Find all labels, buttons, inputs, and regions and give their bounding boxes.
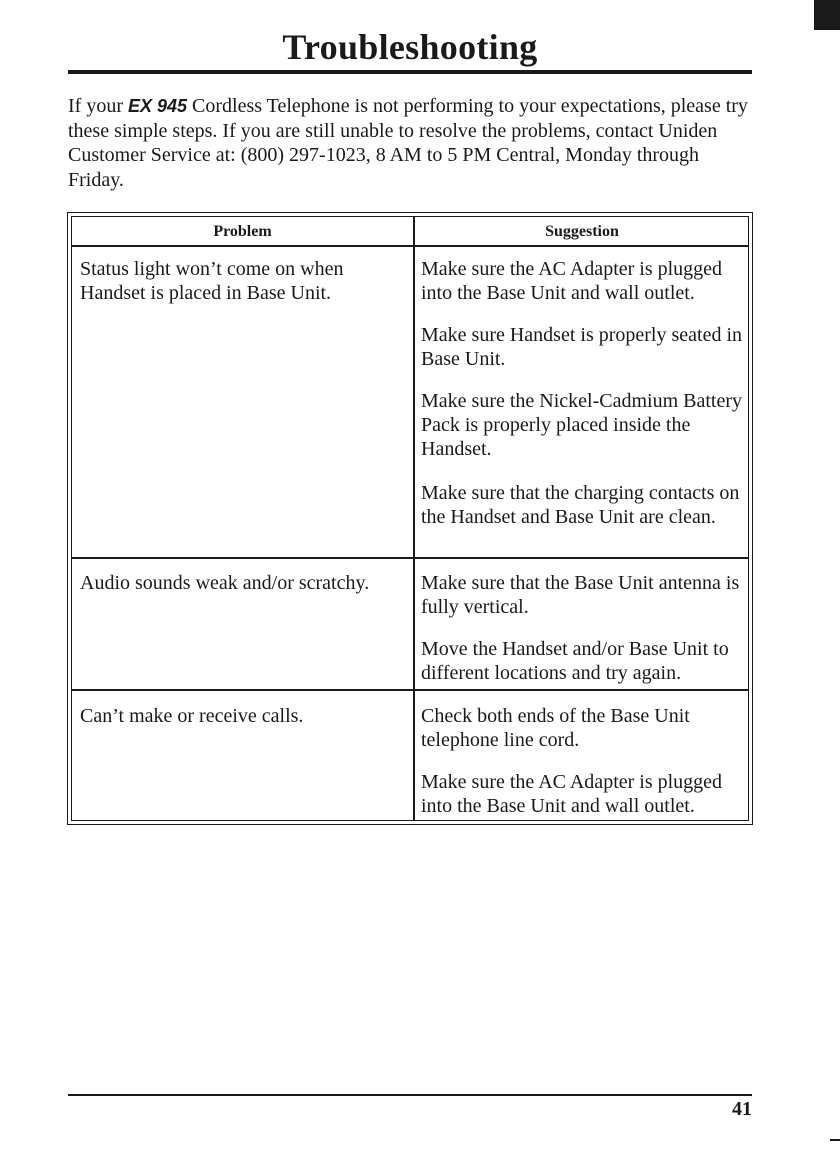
troubleshooting-table [67, 212, 753, 825]
row-1-suggestion-4: Make sure that the charging contacts on the Handset and Base Unit are clean. [421, 482, 740, 528]
header-problem: Problem [213, 223, 272, 240]
row-3-problem: Can’t make or receive calls. [80, 705, 304, 727]
model-name: EX 945 [127, 96, 188, 116]
footer-rule [68, 1094, 752, 1096]
row-rule [72, 557, 748, 559]
row-rule [72, 689, 748, 691]
page-number: 41 [732, 1098, 752, 1120]
row-3-suggestion-2: Make sure the AC Adapter is plugged into the Base Unit and wall outlet. [421, 771, 723, 817]
row-1-problem: Status light won’t come on when Handset is placed in Base Unit. [80, 258, 344, 304]
row-1-suggestion-1: Make sure the AC Adapter is plugged into the Base Unit and wall outlet. [421, 258, 723, 304]
header-suggestion: Suggestion [545, 223, 619, 240]
row-3-suggestion-1: Check both ends of the Base Unit telephone line cord. [421, 705, 690, 751]
intro-prefix: If your [68, 95, 128, 117]
row-1-suggestion-2: Make sure Handset is properly seated in Base Unit. [421, 324, 743, 370]
row-2-suggestion-1: Make sure that the Base Unit antenna is fully vertical. [421, 572, 740, 618]
row-1-suggestion-3: Make sure the Nickel-Cadmium Battery Pack is properly placed inside the Handset. [421, 390, 743, 460]
intro-paragraph [68, 94, 752, 192]
header-rule [72, 245, 748, 247]
row-2-problem: Audio sounds weak and/or scratchy. [80, 572, 370, 594]
row-2-suggestion-2: Move the Handset and/or Base Unit to different locations and try again. [421, 638, 729, 684]
table-inner-frame [71, 216, 749, 821]
page-title: Troubleshooting [282, 27, 538, 67]
title-rule [68, 70, 752, 74]
edge-mark [830, 1139, 840, 1141]
intro-text: Cordless Telephone is not performing to your expectations, please try these simple steps. If you are still unable to resolve the problems, contact Uniden Customer Service at: (800) 297-1023, 8 AM to 5 PM Central, Monday through Friday. [68, 95, 748, 191]
column-divider [413, 217, 415, 820]
